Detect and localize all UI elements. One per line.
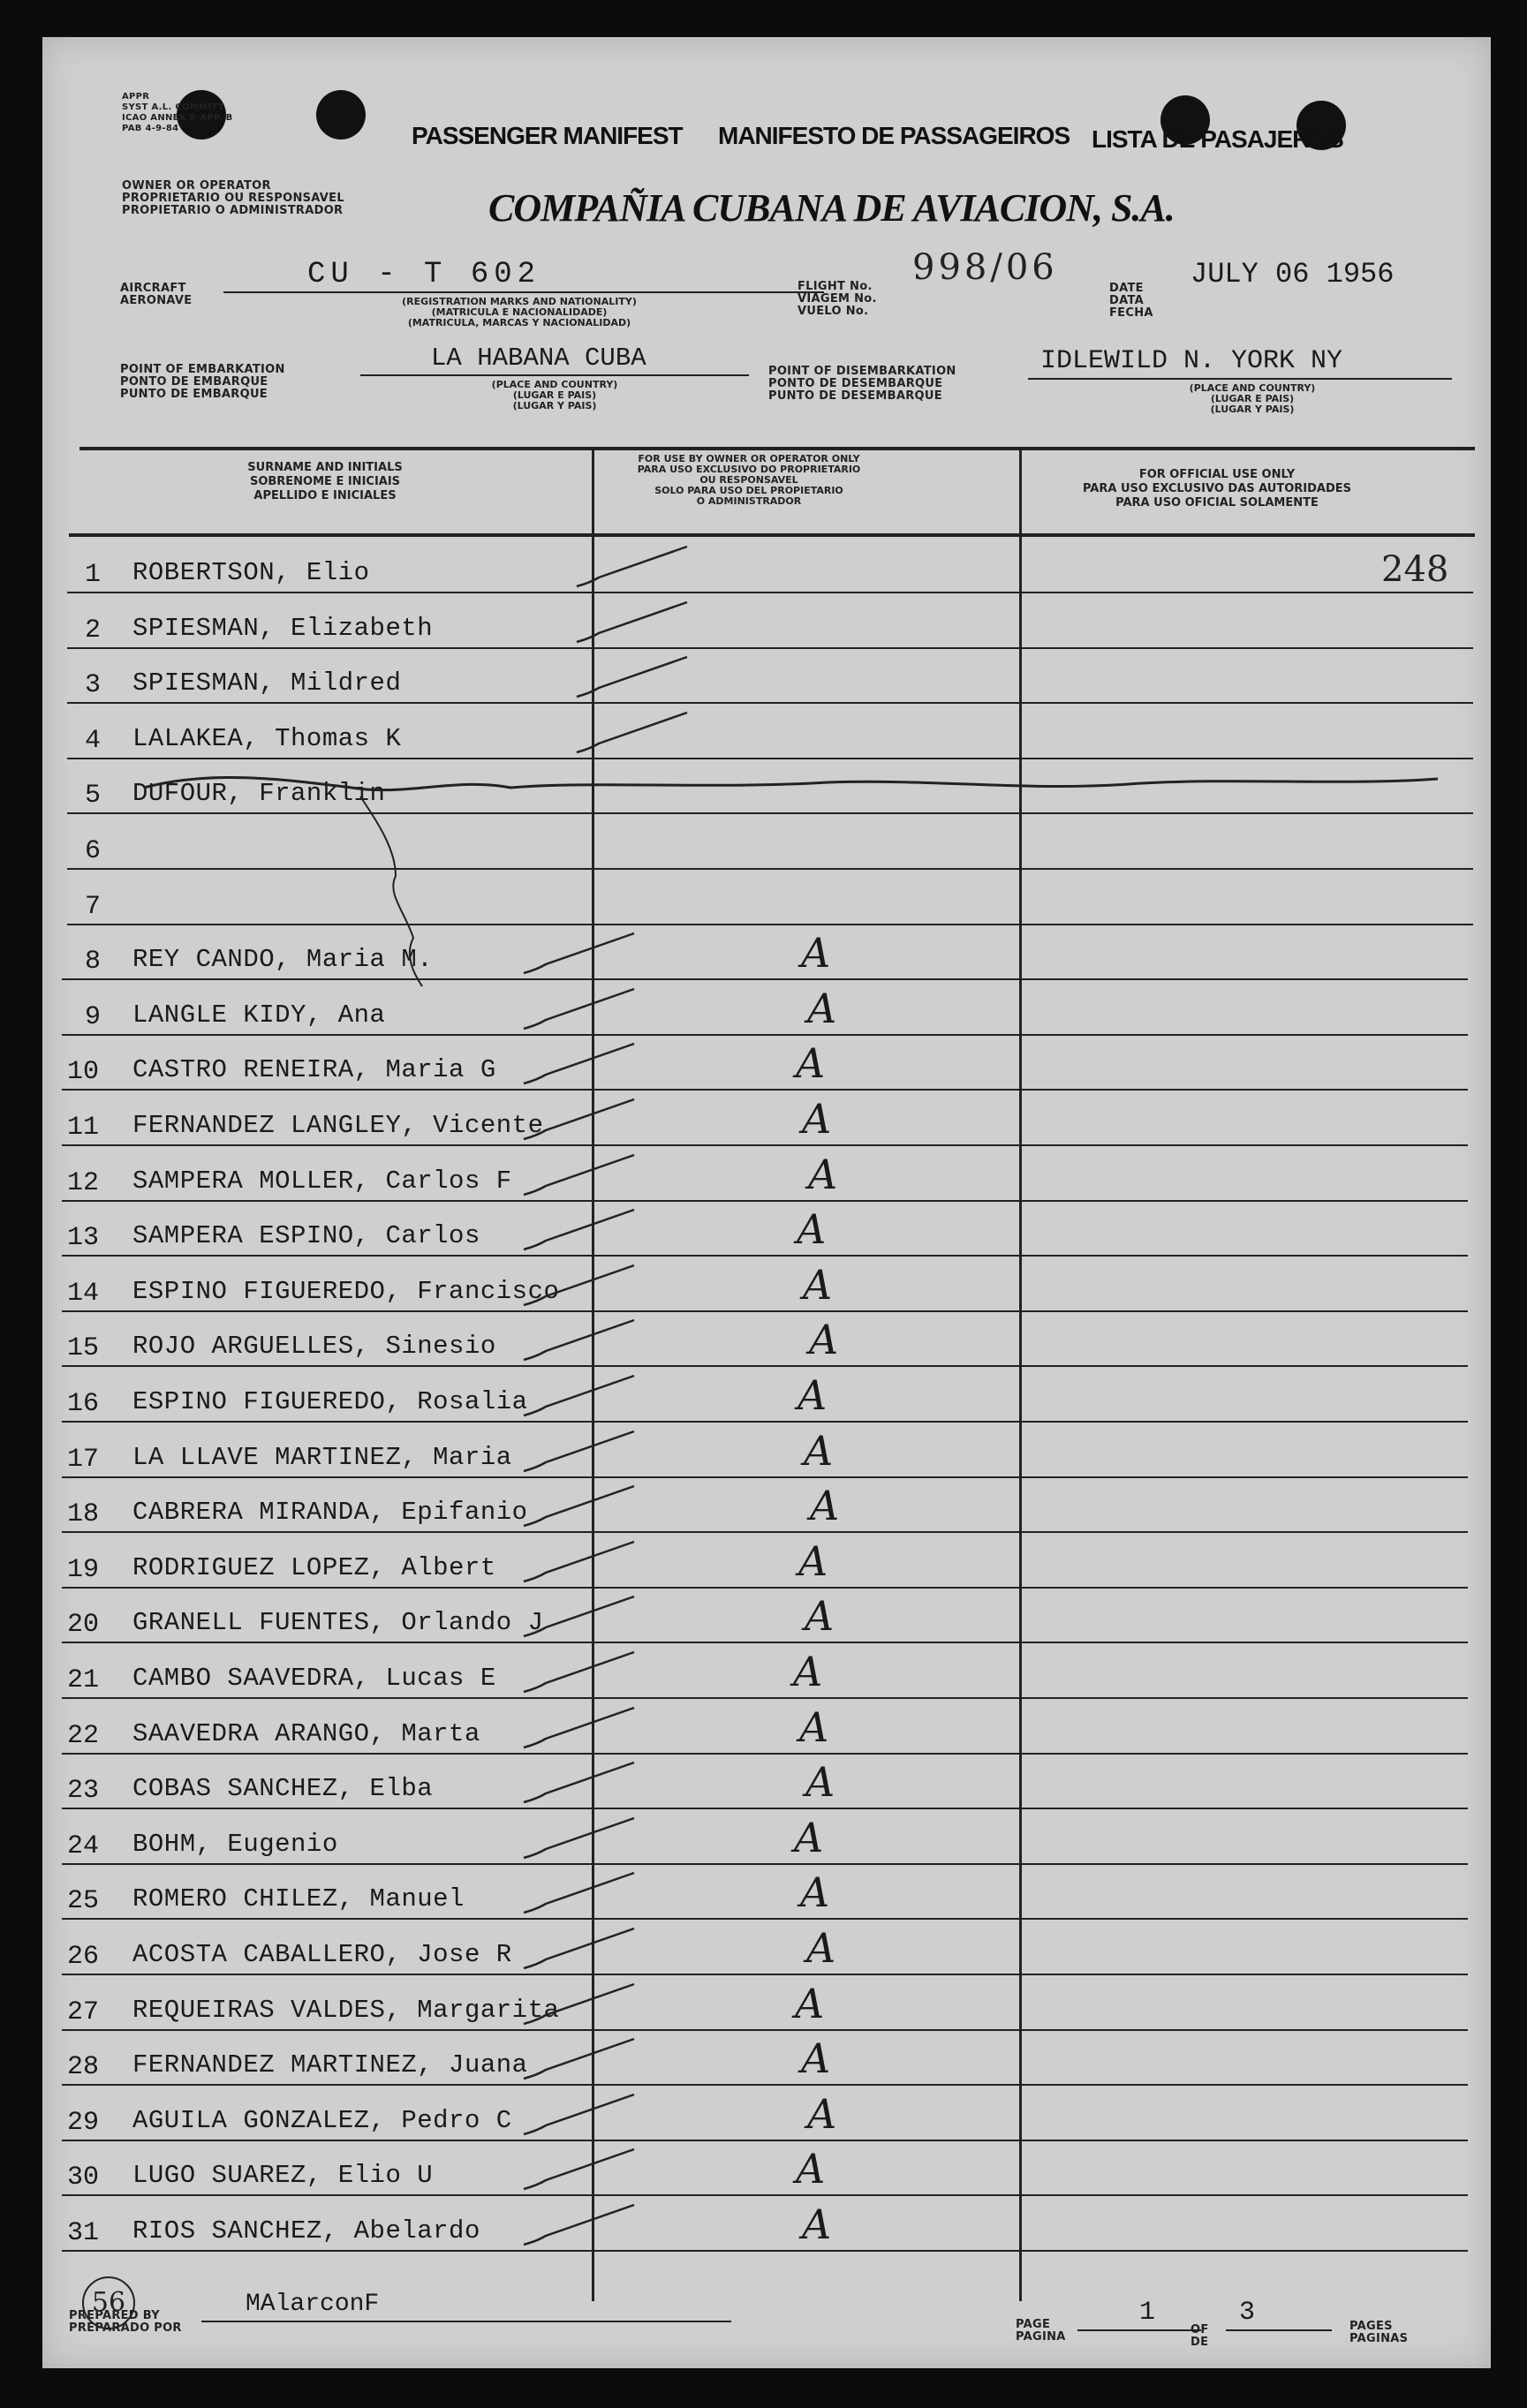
pages-label: PAGES PAGINAS [1349, 2320, 1409, 2345]
row-rule [62, 1089, 1468, 1091]
operator-mark: A [805, 1592, 835, 1641]
row-rule [62, 1310, 1468, 1312]
operator-header: FOR USE BY OWNER OR OPERATOR ONLY PARA USO EXCLUSIVO DO PROPRIETARIO OU RESPONSAVEL SOLO PARA USO DEL PROPIETARIO O ADMINISTRADOR [637, 453, 861, 507]
row-number: 7 [85, 891, 102, 922]
check-tick-icon [572, 542, 696, 595]
passenger-name: CAMBO SAAVEDRA, Lucas E [132, 1664, 496, 1693]
row-number: 4 [85, 725, 102, 756]
passenger-name: ESPINO FIGUEREDO, Francisco [132, 1276, 560, 1306]
row-rule [62, 2140, 1468, 2141]
owner-label: OWNER OR OPERATOR PROPRIETARIO OU RESPONSAVEL PROPIETARIO O ADMINISTRADOR [122, 179, 344, 217]
row-number: 3 [85, 670, 102, 701]
aircraft-sub: (REGISTRATION MARKS AND NATIONALITY) (MATRICULA E NACIONALIDADE) (MATRICULA, MARCAS Y NACIONALIDAD) [402, 296, 637, 328]
circled-number-text: 56 [91, 2287, 126, 2318]
row-number: 17 [67, 1444, 100, 1475]
check-tick-icon [519, 1648, 643, 1701]
row-number: 10 [67, 1057, 100, 1088]
row-number: 13 [67, 1223, 100, 1254]
passenger-name: ROBERTSON, Elio [132, 558, 370, 587]
operator-mark: A [809, 1316, 839, 1364]
manifest-sheet [42, 37, 1491, 2368]
passenger-name: REQUEIRAS VALDES, Margarita [132, 1995, 560, 2025]
row-number: 29 [67, 2107, 100, 2138]
operator-mark: A [803, 1260, 833, 1309]
check-tick-icon [519, 1316, 643, 1369]
passenger-name: COBAS SANCHEZ, Elba [132, 1774, 434, 1804]
row-rule [62, 1476, 1468, 1478]
passenger-name: ROMERO CHILEZ, Manuel [132, 1884, 465, 1914]
flight-value: 998/06 [912, 247, 1058, 288]
row-number: 22 [67, 1720, 100, 1751]
surname-header: SURNAME AND INITIALS SOBRENOME E INICIAIS APELLIDO E INICIALES [247, 461, 403, 502]
row-number: 26 [67, 1942, 100, 1972]
passenger-name: ESPINO FIGUEREDO, Rosalia [132, 1387, 528, 1416]
title-portuguese: MANIFESTO DE PASSAGEIROS [718, 122, 1070, 149]
check-tick-icon [519, 1151, 643, 1204]
operator-mark: A [794, 1813, 824, 1861]
check-tick-icon [519, 1261, 643, 1314]
operator-mark: A [800, 1868, 830, 1917]
passenger-name: SAMPERA MOLLER, Carlos F [132, 1166, 512, 1196]
check-tick-icon [519, 2200, 643, 2253]
passenger-name: FERNANDEZ LANGLEY, Vicente [132, 1111, 544, 1140]
official-number: 248 [1381, 549, 1449, 590]
operator-mark: A [801, 2034, 831, 2083]
passenger-name: FERNANDEZ MARTINEZ, Juana [132, 2050, 528, 2080]
operator-mark: A [796, 1039, 826, 1088]
row-number: 24 [67, 1831, 100, 1861]
passenger-name: ROJO ARGUELLES, Sinesio [132, 1332, 496, 1362]
page-value: 1 [1139, 2298, 1156, 2328]
row-rule [67, 702, 1473, 704]
row-number: 1 [85, 560, 102, 590]
row-rule [62, 2029, 1468, 2031]
operator-mark: A [802, 1095, 832, 1143]
title-english: PASSENGER MANIFEST [412, 122, 683, 149]
date-label: DATE DATA FECHA [1109, 282, 1153, 320]
embark-value: LA HABANA CUBA [431, 343, 646, 373]
row-number: 31 [67, 2218, 100, 2248]
disembark-sub: (PLACE AND COUNTRY) (LUGAR E PAIS) (LUGAR Y PAIS) [1189, 382, 1316, 415]
row-number: 8 [85, 947, 102, 978]
row-rule [62, 1753, 1468, 1755]
row-number: 15 [67, 1333, 100, 1364]
of-label: OF DE [1191, 2323, 1209, 2349]
passenger-name: DUFOUR, Franklin [132, 779, 386, 809]
operator-mark: A [806, 1924, 836, 1972]
strike-through-line [140, 761, 1447, 991]
row-rule [62, 1587, 1468, 1589]
passenger-name: LUGO SUAREZ, Elio U [132, 2161, 434, 2191]
passenger-name: BOHM, Eugenio [132, 1829, 338, 1859]
row-rule [62, 1697, 1468, 1699]
embark-label: POINT OF EMBARKATION PONTO DE EMBARQUE PUNTO DE EMBARQUE [120, 363, 285, 401]
check-tick-icon [519, 2034, 643, 2087]
embark-sub: (PLACE AND COUNTRY) (LUGAR E PAIS) (LUGAR Y PAIS) [491, 379, 618, 411]
punch-hole [316, 90, 366, 140]
passenger-name: SAMPERA ESPINO, Carlos [132, 1221, 480, 1251]
passenger-name: SPIESMAN, Elizabeth [132, 613, 434, 643]
aircraft-label: AIRCRAFT AERONAVE [120, 282, 193, 307]
row-number: 16 [67, 1389, 100, 1419]
operator-mark: A [804, 1426, 834, 1475]
row-number: 27 [67, 1997, 100, 2027]
check-tick-icon [519, 1095, 643, 1148]
check-tick-icon [519, 2090, 643, 2143]
prepared-value: MAlarconF [246, 2291, 380, 2318]
passenger-name: CASTRO RENEIRA, Maria G [132, 1055, 496, 1085]
check-tick-icon [519, 1537, 643, 1590]
passenger-name: CABRERA MIRANDA, Epifanio [132, 1498, 528, 1528]
check-tick-icon [519, 1924, 643, 1977]
row-rule [62, 1034, 1468, 1036]
operator-mark: A [796, 2145, 826, 2193]
check-tick-icon [519, 1758, 643, 1811]
row-rule [67, 758, 1473, 759]
check-tick-icon [519, 1427, 643, 1480]
check-tick-icon [519, 1980, 643, 2033]
check-tick-icon [519, 1039, 643, 1092]
check-tick-icon [519, 1703, 643, 1756]
operator-mark: A [810, 1482, 840, 1530]
passenger-name: LANGLE KIDY, Ana [132, 1000, 386, 1030]
row-number: 25 [67, 1886, 100, 1917]
passenger-name: LALAKEA, Thomas K [132, 723, 402, 753]
row-rule [67, 647, 1473, 649]
operator-mark: A [801, 929, 831, 978]
aircraft-value: CU - T 602 [307, 258, 541, 291]
disembark-value: IDLEWILD N. YORK NY [1040, 346, 1343, 376]
row-rule [62, 2084, 1468, 2086]
operator-mark: A [802, 2200, 832, 2248]
row-rule [62, 1974, 1468, 1975]
row-number: 18 [67, 1499, 100, 1530]
date-value: JULY 06 1956 [1191, 258, 1395, 291]
row-number: 11 [67, 1113, 100, 1143]
row-rule [62, 1808, 1468, 1809]
passenger-name: RODRIGUEZ LOPEZ, Albert [132, 1552, 496, 1582]
passenger-name: AGUILA GONZALEZ, Pedro C [132, 2105, 512, 2135]
row-number: 12 [67, 1167, 100, 1198]
check-tick-icon [519, 1592, 643, 1645]
passenger-name: GRANELL FUENTES, Orlando J [132, 1608, 544, 1638]
operator-mark: A [799, 1702, 829, 1751]
row-number: 19 [67, 1554, 100, 1585]
check-tick-icon [519, 1868, 643, 1921]
row-rule [62, 1863, 1468, 1865]
passenger-name: SPIESMAN, Mildred [132, 668, 402, 698]
check-tick-icon [519, 1371, 643, 1424]
row-rule [62, 1531, 1468, 1533]
check-tick-icon [572, 708, 696, 761]
official-header: FOR OFFICIAL USE ONLY PARA USO EXCLUSIVO DAS AUTORIDADES PARA USO OFICIAL SOLAMENTE [1082, 468, 1352, 510]
operator-mark: A [807, 984, 837, 1032]
row-number: 21 [67, 1665, 100, 1695]
row-rule [62, 2194, 1468, 2196]
page-label: PAGE PAGINA [1016, 2318, 1066, 2344]
disembark-label: POINT OF DISEMBARKATION PONTO DE DESEMBARQUE PUNTO DE DESEMBARQUE [768, 365, 956, 403]
row-rule [62, 1200, 1468, 1202]
row-number: 9 [85, 1001, 102, 1032]
check-tick-icon [519, 1482, 643, 1535]
check-tick-icon [572, 598, 696, 651]
title-spanish: LISTA DE PASAJEROS [1092, 125, 1343, 153]
row-rule [67, 592, 1473, 593]
operator-mark: A [793, 1648, 823, 1695]
operator-mark: A [797, 1205, 827, 1254]
operator-mark: A [807, 2089, 837, 2138]
flight-label: FLIGHT No. VIAGEM No. VUELO No. [798, 280, 877, 318]
row-rule [62, 2250, 1468, 2252]
row-rule [62, 1255, 1468, 1257]
row-number: 6 [85, 836, 102, 866]
row-number: 28 [67, 2052, 100, 2083]
row-number: 2 [85, 615, 102, 645]
passenger-name: RIOS SANCHEZ, Abelardo [132, 2216, 480, 2246]
passenger-name: SAAVEDRA ARANGO, Marta [132, 1718, 480, 1748]
check-tick-icon [519, 1205, 643, 1258]
operator-mark: A [798, 1536, 828, 1585]
row-rule [62, 1642, 1468, 1643]
approval-note: APPR SYST A.L. COMMITT ICAO ANNEX 9-APP. B PAB 4-9-84 [122, 92, 233, 133]
check-tick-icon [572, 653, 696, 706]
passenger-name: LA LLAVE MARTINEZ, Maria [132, 1442, 512, 1472]
row-rule [62, 1918, 1468, 1920]
row-rule [62, 1421, 1468, 1423]
row-number: 30 [67, 2163, 100, 2193]
prepared-label: PREPARED BY PREPARADO POR [69, 2309, 182, 2335]
operator-mark: A [805, 1758, 835, 1807]
row-number: 23 [67, 1776, 100, 1807]
of-value: 3 [1239, 2298, 1256, 2328]
passenger-name: REY CANDO, Maria M. [132, 945, 434, 975]
row-number: 20 [67, 1610, 100, 1641]
operator-mark: A [798, 1371, 828, 1419]
company-logo: COMPAÑIA CUBANA DE AVIACION, S.A. [488, 186, 1175, 230]
row-rule [62, 1144, 1468, 1146]
operator-mark: A [808, 1150, 838, 1198]
operator-mark: A [795, 1979, 825, 2027]
check-tick-icon [519, 2145, 643, 2198]
passenger-name: ACOSTA CABALLERO, Jose R [132, 1940, 512, 1969]
check-tick-icon [519, 985, 643, 1038]
row-number: 5 [85, 781, 102, 811]
check-tick-icon [519, 1814, 643, 1867]
row-number: 14 [67, 1278, 100, 1309]
row-rule [62, 1365, 1468, 1367]
